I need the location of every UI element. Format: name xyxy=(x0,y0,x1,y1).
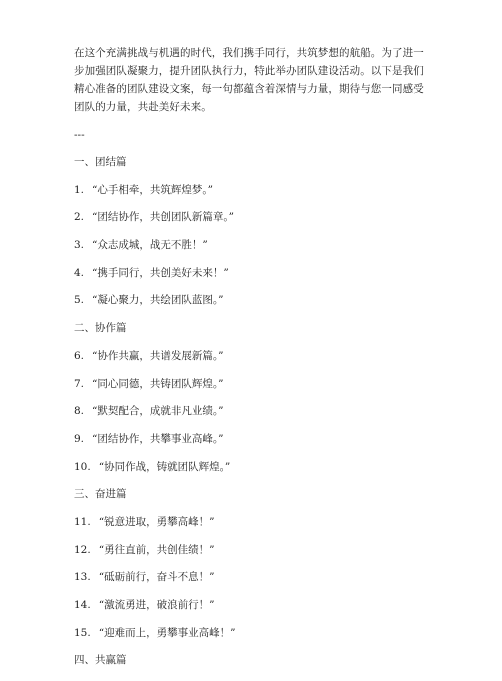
list-item-number: 8. xyxy=(74,405,85,418)
list-item-text: “心手相牵，共筑辉煌梦。” xyxy=(92,183,214,196)
list-item-number: 2. xyxy=(74,211,85,224)
list-item-number: 6. xyxy=(74,349,85,362)
list-item xyxy=(74,404,434,418)
list-item-text: “默契配合，成就非凡业绩。” xyxy=(92,405,224,418)
list-item-text: “同心同德，共铸团队辉煌。” xyxy=(92,377,224,390)
list-item-number: 14. xyxy=(74,599,91,611)
list-item-text: “团结协作，共创团队新篇章。” xyxy=(92,211,235,224)
list-item-number: 11. xyxy=(74,515,91,528)
list-item-number: 7. xyxy=(74,377,85,390)
list-item-text: “协同作战，铸就团队辉煌。” xyxy=(98,460,231,473)
list-item xyxy=(74,210,434,224)
section-heading: 四、共赢篇 xyxy=(74,654,127,667)
list-item xyxy=(74,460,434,474)
list-item-text: “砥砺前行，奋斗不息！” xyxy=(98,571,215,584)
list-item-text: “锐意进取，勇攀高峰！” xyxy=(98,515,215,528)
list-item-text: “凝心聚力，共绘团队蓝图。” xyxy=(92,294,224,307)
list-item-number: 4. xyxy=(74,266,85,279)
list-item xyxy=(74,183,434,197)
document-content xyxy=(74,155,434,667)
list-item-text: “团结协作，共攀事业高峰。” xyxy=(92,432,224,445)
list-item xyxy=(74,266,434,280)
list-item xyxy=(74,570,434,584)
list-item xyxy=(74,515,434,529)
section-divider: --- xyxy=(74,129,85,141)
list-item-number: 9. xyxy=(74,432,85,445)
list-item-text: “协作共赢，共谱发展新篇。” xyxy=(92,349,224,362)
list-item-number: 5. xyxy=(74,294,85,307)
list-item-number: 1. xyxy=(74,183,85,196)
list-item xyxy=(74,543,434,557)
list-item-text: “勇往直前，共创佳绩！” xyxy=(98,543,215,556)
section-heading: 三、奋进篇 xyxy=(74,488,127,501)
list-item xyxy=(74,432,434,446)
list-item-text: “迎难而上，勇攀事业高峰！” xyxy=(98,626,236,639)
list-item-number: 3. xyxy=(74,239,85,252)
list-item xyxy=(74,349,434,363)
list-item xyxy=(74,626,434,640)
list-item-number: 15. xyxy=(74,626,91,639)
list-item xyxy=(74,598,434,612)
list-item xyxy=(74,377,434,391)
list-item-number: 10. xyxy=(74,460,91,473)
list-item-number: 12. xyxy=(74,543,91,556)
list-item-number: 13. xyxy=(74,571,91,584)
list-item-text: “携手同行，共创美好未来！” xyxy=(92,266,229,279)
list-item-text: “众志成城，战无不胜！” xyxy=(92,239,208,252)
intro-paragraph: 在这个充满挑战与机遇的时代，我们携手同行，共筑梦想的航船。为了进一步加强团队凝聚力，提升团队执行力，特此举办团队建设活动。以下是我们精心准备的团队建设文案，每一句都蕴含着深情与力量，期待与您一同感受团队的力量，共赴美好未来。 xyxy=(74,47,424,113)
list-item xyxy=(74,238,434,252)
list-item xyxy=(74,293,434,307)
list-item-text: “激流勇进，破浪前行！” xyxy=(98,599,215,611)
document-page xyxy=(74,44,434,681)
section-heading: 一、团结篇 xyxy=(74,156,127,168)
section-heading: 二、协作篇 xyxy=(74,322,127,335)
